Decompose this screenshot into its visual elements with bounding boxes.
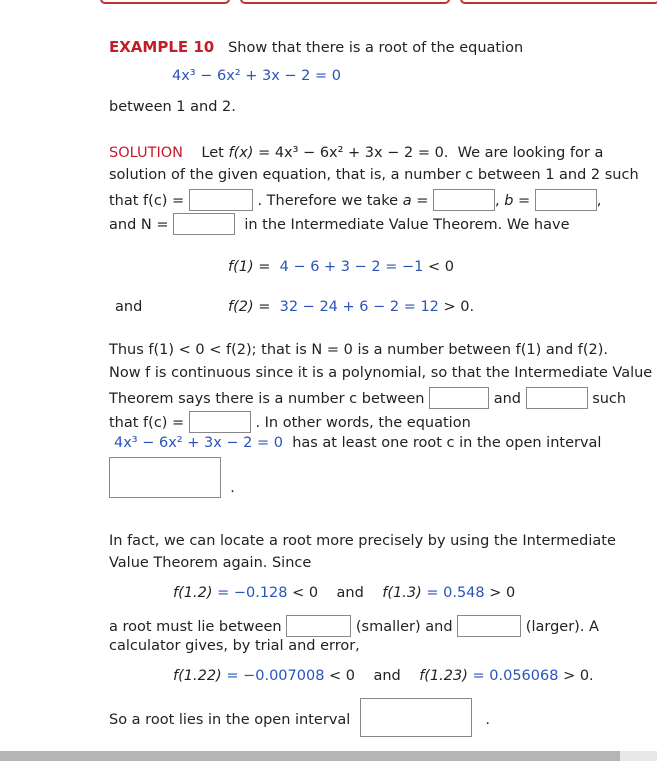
f2-rhs: 32 − 24 + 6 − 2 = [279, 299, 416, 315]
b-input[interactable] [535, 189, 597, 211]
f122-label: f(1.22) [173, 668, 222, 684]
thus-eq-tail: has at least one root c in the open interval [292, 435, 602, 451]
other-words-text: . In other words, the equation [255, 415, 471, 431]
thus-line-4 [109, 411, 471, 433]
b-label: b = [504, 193, 531, 209]
f1-value: 4 − 6 + 3 − 2 = −1 [279, 259, 424, 275]
tab-2[interactable] [240, 0, 450, 4]
final-interval-row [109, 698, 490, 737]
final-period: . [485, 712, 490, 728]
calc-line: calculator gives, by trial and error, [109, 638, 360, 654]
larger-label: (larger). A [525, 619, 599, 635]
thus-such: such [592, 391, 627, 407]
interval-input[interactable] [109, 457, 221, 498]
thus-line-3 [109, 387, 626, 409]
n-input[interactable] [173, 213, 235, 235]
solution-line-4 [109, 213, 570, 235]
fc2-input[interactable] [189, 411, 251, 433]
f13-tail: > 0 [489, 585, 516, 601]
thus-and: and [493, 391, 521, 407]
f123-tail: > 0. [563, 668, 594, 684]
f13-label: f(1.3) [382, 585, 422, 601]
thus-line-1: Thus f(1) < 0 < f(2); that is N = 0 is a number between f(1) and f(2). [109, 342, 609, 358]
f1-tail: < 0 [427, 259, 454, 275]
fact-line-2: Value Theorem again. Since [109, 555, 312, 571]
a-label: a = [402, 193, 429, 209]
f12-tail: < 0 [292, 585, 319, 601]
thus-equation: 4x³ − 6x² + 3x − 2 = 0 [114, 435, 283, 451]
f2-tail: > 0. [443, 299, 475, 315]
fact-line-1: In fact, we can locate a root more precisely by using the Intermediate [109, 533, 616, 549]
solution-intro-b: We are looking for a [457, 145, 604, 161]
thus-line-2: Now f is continuous since it is a polynomial, so that the Intermediate Value [109, 365, 653, 381]
f123-value: = 0.056068 [472, 668, 559, 684]
interval-answer-row [109, 457, 235, 498]
ivt-text: in the Intermediate Value Theorem. We have [244, 217, 570, 233]
horizontal-scrollbar-track[interactable] [620, 751, 657, 761]
f-and-2: and [373, 668, 401, 684]
top-tab-bar [0, 0, 657, 6]
that-fc-label: that f(c) = [109, 193, 185, 209]
f12-label: f(1.2) [173, 585, 213, 601]
fc-input[interactable] [189, 189, 253, 211]
example-title: EXAMPLE 10 [109, 38, 215, 56]
tab-1[interactable] [100, 0, 230, 4]
tab-3[interactable] [460, 0, 657, 4]
and-n-label: and N = [109, 217, 169, 233]
f2-value: 12 [420, 299, 439, 315]
solution-line-1 [109, 145, 603, 161]
solution-equation: = 4x³ − 6x² + 3x − 2 = 0. [258, 145, 449, 161]
f122-value: = −0.007008 [226, 668, 325, 684]
f122-tail: < 0 [329, 668, 356, 684]
c-lower-input[interactable] [429, 387, 489, 409]
therefore-text: . Therefore we take [257, 193, 399, 209]
f12-value: = −0.128 [217, 585, 288, 601]
solution-line-3: that f(c) = . Therefore we take a = , b = , [109, 189, 601, 211]
so-root-text: So a root lies in the open interval [109, 712, 351, 728]
example-prompt: Show that there is a root of the equation [228, 40, 524, 56]
f13-value: = 0.548 [426, 585, 485, 601]
root-between-text: a root must lie between [109, 619, 282, 635]
f2-row [228, 299, 474, 315]
thus-that-fc: that f(c) = [109, 415, 185, 431]
larger-input[interactable] [457, 615, 521, 637]
f1-lhs: f(1) = [228, 259, 271, 275]
and-label: and [115, 299, 143, 315]
root-between-row [109, 615, 599, 637]
thus-line-3a: Theorem says there is a number c between [109, 391, 425, 407]
example-equation: 4x³ − 6x² + 3x − 2 = 0 [172, 68, 341, 84]
c-upper-input[interactable] [526, 387, 588, 409]
final-interval-input[interactable] [360, 698, 472, 737]
solution-line-2: solution of the given equation, that is, a number c between 1 and 2 such [109, 167, 639, 183]
f2-lhs: f(2) = [228, 299, 271, 315]
f1-row [228, 259, 454, 275]
f123-label: f(1.23) [419, 668, 468, 684]
example-heading [109, 38, 523, 56]
a-input[interactable] [433, 189, 495, 211]
thus-line-5 [114, 435, 601, 451]
f-and: and [336, 585, 364, 601]
solution-intro: Let [201, 145, 224, 161]
example-interval-text: between 1 and 2. [109, 99, 236, 115]
interval-period: . [230, 480, 235, 496]
horizontal-scrollbar-thumb[interactable] [0, 751, 620, 761]
f122-f123-row [173, 668, 594, 684]
f12-f13-row [173, 585, 515, 601]
solution-label: SOLUTION [109, 145, 183, 161]
fx-symbol: f(x) [228, 145, 254, 161]
smaller-label: (smaller) and [355, 619, 453, 635]
smaller-input[interactable] [286, 615, 351, 637]
